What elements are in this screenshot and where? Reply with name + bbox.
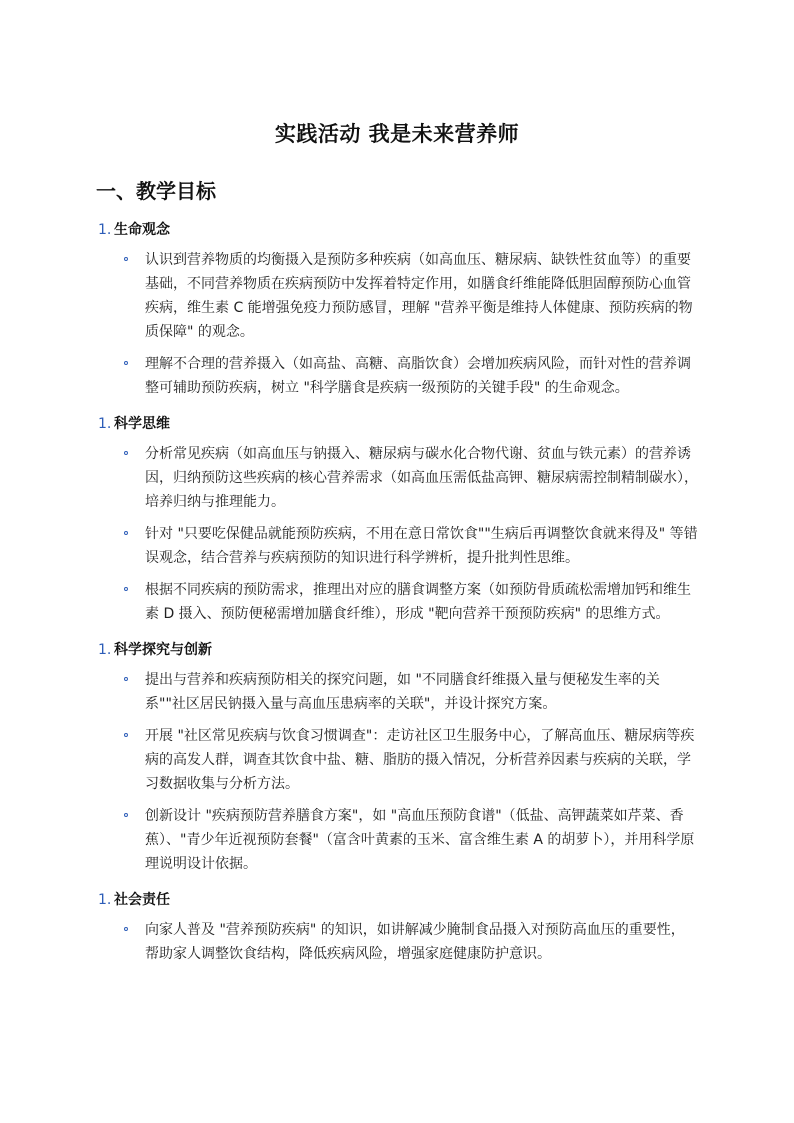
list-item (96, 918, 698, 966)
objective-section (96, 218, 698, 400)
section-number: 1. (98, 642, 112, 658)
bullet-list (96, 442, 698, 626)
section-header (96, 218, 698, 242)
bullet-list (96, 248, 698, 400)
section-heading: 一、教学目标 (96, 179, 216, 203)
bullet-list (96, 668, 698, 876)
objectives-list (96, 218, 698, 966)
objective-section (96, 638, 698, 876)
list-item (96, 442, 698, 514)
bullet-circle-icon (124, 451, 128, 455)
list-item-text: 认识到营养物质的均衡摄入是预防多种疾病（如高血压、糖尿病、缺铁性贫血等）的重要基础，不同营养物质在疾病预防中发挥着特定作用，如膳食纤维能降低胆固醇预防心血管疾病，维生素 C 能增强免疫力预防感冒，理解 "营养平衡是维持人体健康、预防疾病的物质保障" 的观念。 (145, 252, 693, 340)
objective-section (96, 412, 698, 626)
bullet-list (96, 918, 698, 966)
section-title: 科学探究与创新 (114, 642, 212, 658)
list-item (96, 248, 698, 344)
section-title: 社会责任 (114, 892, 170, 908)
list-item-text: 根据不同疾病的预防需求，推理出对应的膳食调整方案（如预防骨质疏松需增加钙和维生素 D 摄入、预防便秘需增加膳食纤维），形成 "靶向营养干预预防疾病" 的思维方式。 (145, 582, 691, 622)
list-item (96, 578, 698, 626)
list-item-text: 开展 "社区常见疾病与饮食习惯调查"：走访社区卫生服务中心，了解高血压、糖尿病等疾病的高发人群，调查其饮食中盐、糖、脂肪的摄入情况，分析营养因素与疾病的关联，学习数据收集与分析方法。 (145, 728, 695, 792)
bullet-circle-icon (124, 733, 128, 737)
objective-section (96, 888, 698, 966)
list-item-text: 提出与营养和疾病预防相关的探究问题，如 "不同膳食纤维摄入量与便秘发生率的关系""社区居民钠摄入量与高血压患病率的关联"，并设计探究方案。 (145, 672, 660, 712)
bullet-circle-icon (124, 361, 128, 365)
list-item (96, 804, 698, 876)
section-header (96, 888, 698, 912)
section-title: 科学思维 (114, 416, 170, 432)
list-item (96, 724, 698, 796)
list-item-text: 分析常见疾病（如高血压与钠摄入、糖尿病与碳水化合物代谢、贫血与铁元素）的营养诱因，归纳预防这些疾病的核心营养需求（如高血压需低盐高钾、糖尿病需控制精制碳水），培养归纳与推理能力。 (145, 446, 698, 510)
bullet-circle-icon (124, 677, 128, 681)
section-number: 1. (98, 416, 112, 432)
bullet-circle-icon (124, 587, 128, 591)
bullet-circle-icon (124, 813, 128, 817)
section-number: 1. (98, 222, 112, 238)
section-number: 1. (98, 892, 112, 908)
list-item (96, 352, 698, 400)
bullet-circle-icon (124, 531, 128, 535)
bullet-circle-icon (124, 257, 128, 261)
list-item-text: 针对 "只要吃保健品就能预防疾病，不用在意日常饮食""生病后再调整饮食就来得及" 等错误观念，结合营养与疾病预防的知识进行科学辨析，提升批判性思维。 (145, 526, 698, 566)
section-title: 生命观念 (114, 222, 170, 238)
document-title: 实践活动 我是未来营养师 (274, 122, 520, 146)
section-header (96, 638, 698, 662)
section-header (96, 412, 698, 436)
list-item-text: 理解不合理的营养摄入（如高盐、高糖、高脂饮食）会增加疾病风险，而针对性的营养调整可辅助预防疾病，树立 "科学膳食是疾病一级预防的关键手段" 的生命观念。 (145, 356, 691, 396)
list-item (96, 668, 698, 716)
bullet-circle-icon (124, 927, 128, 931)
list-item (96, 522, 698, 570)
list-item-text: 创新设计 "疾病预防营养膳食方案"，如 "高血压预防食谱"（低盐、高钾蔬菜如芹菜、香蕉）、"青少年近视预防套餐"（富含叶黄素的玉米、富含维生素 A 的胡萝卜），并用科学原理说明设计依据。 (145, 808, 695, 872)
list-item-text: 向家人普及 "营养预防疾病" 的知识，如讲解减少腌制食品摄入对预防高血压的重要性，帮助家人调整饮食结构，降低疾病风险，增强家庭健康防护意识。 (145, 922, 685, 962)
